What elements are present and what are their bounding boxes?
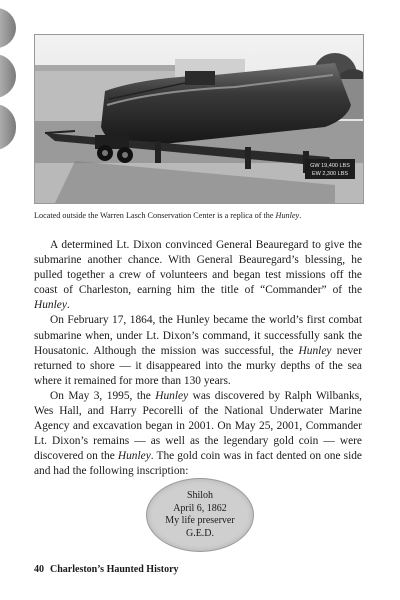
coin-line: Shiloh <box>186 490 214 501</box>
text-run: On May 3, 1995, the <box>50 389 156 402</box>
text-run: . <box>66 299 70 312</box>
weight-plate-ew: EW 2,300 LBS <box>311 171 349 177</box>
paragraph <box>34 313 362 388</box>
page-edge-tab <box>0 8 16 48</box>
coin-line: April 6, 1862 <box>173 502 227 514</box>
italic-title: Hunley <box>34 299 67 312</box>
text-run: never returned to shore — it disappeared into the murky depths of the sea where it remained for more than 130 years. <box>34 344 362 387</box>
text-run: . The gold coin was in fact dented on one side and had the following inscription: <box>34 450 362 478</box>
page-edge-tab <box>0 54 16 98</box>
coin-line: My life preserver <box>165 515 235 526</box>
gold-coin-inscription <box>146 478 254 552</box>
replica-photo-drawing <box>35 35 363 203</box>
coin-line: G.E.D. <box>185 527 215 539</box>
weight-plate-gw: GW 19,400 LBS <box>310 163 350 169</box>
book-title: Charleston’s Haunted History <box>50 564 179 575</box>
italic-title: Hunley <box>298 344 332 357</box>
page-edge-tabs <box>0 0 20 170</box>
text-run: was discovered by Ralph Wilbanks, Wes Hall, and Harry Pecorelli of the National Underwater Marine Agency and excavation began in 2001. On May 25, 2001, Commander Lt. Dixon’s remains — as well as the legendary gold coin — were discovered on the <box>34 389 362 463</box>
page-footer <box>34 564 179 575</box>
page-edge-tab <box>0 104 16 150</box>
text-run: On February 17, 1864, the Hunley became the world’s first combat submarine when, under Lt. Dixon’s command, it successfully sank the Housatonic. Although the mission was successful, the <box>34 314 362 357</box>
photo-caption: Located outside the Warren Lasch Conservation Center is a replica of the Hunley. <box>34 211 302 220</box>
paragraph <box>34 238 362 313</box>
hunley-replica-photo <box>34 34 364 204</box>
page-number: 40 <box>34 564 44 575</box>
body-text <box>34 238 362 480</box>
italic-title: Hunley <box>155 389 189 402</box>
text-run: A determined Lt. Dixon convinced General Beauregard to give the submarine another chance. With General Beauregard’s blessing, he pulled together a crew of volunteers and began test missions off the coast of Charleston, earning him the title of “Commander” of the <box>34 239 362 297</box>
paragraph <box>34 389 362 480</box>
italic-title: Hunley <box>117 450 151 463</box>
